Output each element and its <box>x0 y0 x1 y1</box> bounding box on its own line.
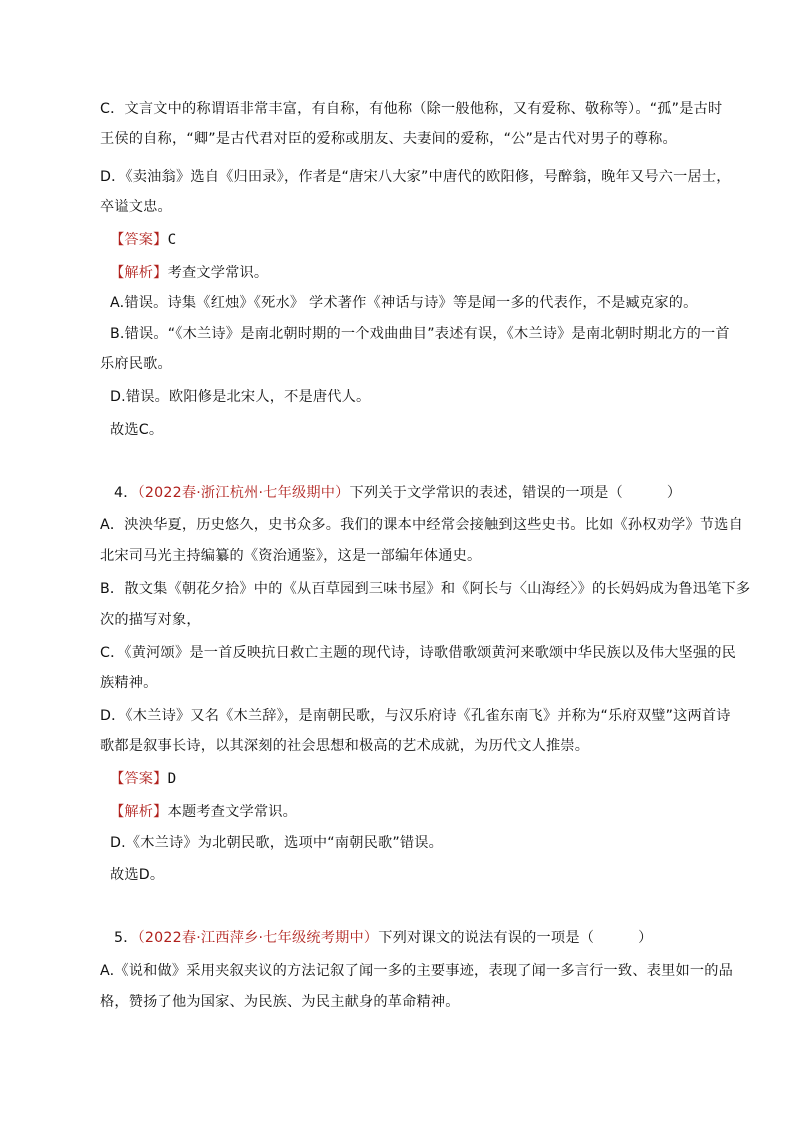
q5-option-a-line1: A.《说和做》采用夹叙夹议的方法记叙了闻一多的主要事迹，表现了闻一多言行一致、表里如一的品 <box>100 963 734 979</box>
question-stem-end: ） <box>666 485 682 501</box>
q4-stem <box>114 482 754 504</box>
analysis-label: 【解析】 <box>110 265 168 281</box>
q3-answer <box>110 229 750 251</box>
answer-label: 【答案】 <box>110 771 168 787</box>
q4-conclusion: 故选D。 <box>110 867 165 883</box>
analysis-text: 考查文学常识。 <box>167 265 269 281</box>
analysis-text: 本题考查文学常识。 <box>167 804 298 820</box>
q3-option-c-line2: 王侯的自称，“卿”是古代君对臣的爱称或朋友、夫妻间的爱称，“公”是古代对男子的尊称。 <box>100 131 677 147</box>
q4-option-b-line2: 次的描写对象， <box>100 612 201 628</box>
q4-option-d-line2: 歌都是叙事长诗，以其深刻的社会思想和极高的艺术成就，为历代文人推崇。 <box>100 738 590 754</box>
q4-option-b-line1: B．散文集《朝花夕拾》中的《从百草园到三味书屋》和《阿长与〈山海经〉》的长妈妈成为鲁迅笔下多 <box>100 581 751 597</box>
question-number: 5． <box>114 930 138 946</box>
q5-option-a-line2: 格，赞扬了他为国家、为民族、为民主献身的革命精神。 <box>100 994 460 1010</box>
answer-value: D <box>167 771 177 787</box>
q3-explanation-b-line1: B.错误。“《木兰诗》是南北朝时期的一个戏曲曲目”表述有误，《木兰诗》是南北朝时期北方的一首 <box>110 326 730 342</box>
q3-explanation-b-line2: 乐府民歌。 <box>100 356 172 372</box>
question-stem: 下列关于文学常识的表述，错误的一项是（ <box>349 485 623 501</box>
q4-option-c-line1: C．《黄河颂》是一首反映抗日救亡主题的现代诗，诗歌借歌颂黄河来歌颂中华民族以及伟大坚强的民 <box>100 645 737 661</box>
q4-analysis <box>110 801 750 823</box>
q3-analysis <box>110 262 750 284</box>
q4-option-c-line2: 族精神。 <box>100 675 158 691</box>
q4-explanation-d: D.《木兰诗》为北朝民歌，选项中“南朝民歌”错误。 <box>110 835 444 851</box>
q4-option-a-line2: 北宋司马光主持编纂的《资治通鉴》，这是一部编年体通史。 <box>100 548 482 564</box>
q3-option-d-line1: D．《卖油翁》选自《归田录》，作者是“唐宋八大家”中唐代的欧阳修，号醉翁，晚年又号六一居士， <box>100 169 731 185</box>
answer-label: 【答案】 <box>110 232 168 248</box>
question-source: （2022春·江西萍乡·七年级统考期中） <box>137 930 379 946</box>
q3-explanation-a: A.错误。诗集《红烛》《死水》 学术著作《神话与诗》等是闻一多的代表作，不是臧克家的。 <box>110 295 698 311</box>
question-number: 4． <box>114 485 138 501</box>
analysis-label: 【解析】 <box>110 804 168 820</box>
q3-option-d-line2: 卒谥文忠。 <box>100 199 172 215</box>
question-stem: 下列对课文的说法有误的一项是（ <box>378 930 595 946</box>
question-stem-end: ） <box>638 930 653 946</box>
q5-stem <box>114 927 754 949</box>
q3-option-c-line1: C．文言文中的称谓语非常丰富，有自称，有他称（除一般他称，又有爱称、敬称等）。“孤”是古时 <box>100 101 723 117</box>
q4-answer <box>110 768 750 790</box>
q4-option-d-line1: D．《木兰诗》又名《木兰辞》，是南朝民歌，与汉乐府诗《孔雀东南飞》并称为“乐府双璧”这两首诗 <box>100 708 731 724</box>
question-source: （2022春·浙江杭州·七年级期中） <box>137 485 350 501</box>
answer-value: C <box>167 232 177 248</box>
q3-explanation-d: D.错误。欧阳修是北宋人，不是唐代人。 <box>110 389 371 405</box>
q3-conclusion: 故选C。 <box>110 422 164 438</box>
q4-option-a-line1: A．泱泱华夏，历史悠久，史书众多。我们的课本中经常会接触到这些史书。比如《孙权劝学》节选自 <box>100 517 743 533</box>
